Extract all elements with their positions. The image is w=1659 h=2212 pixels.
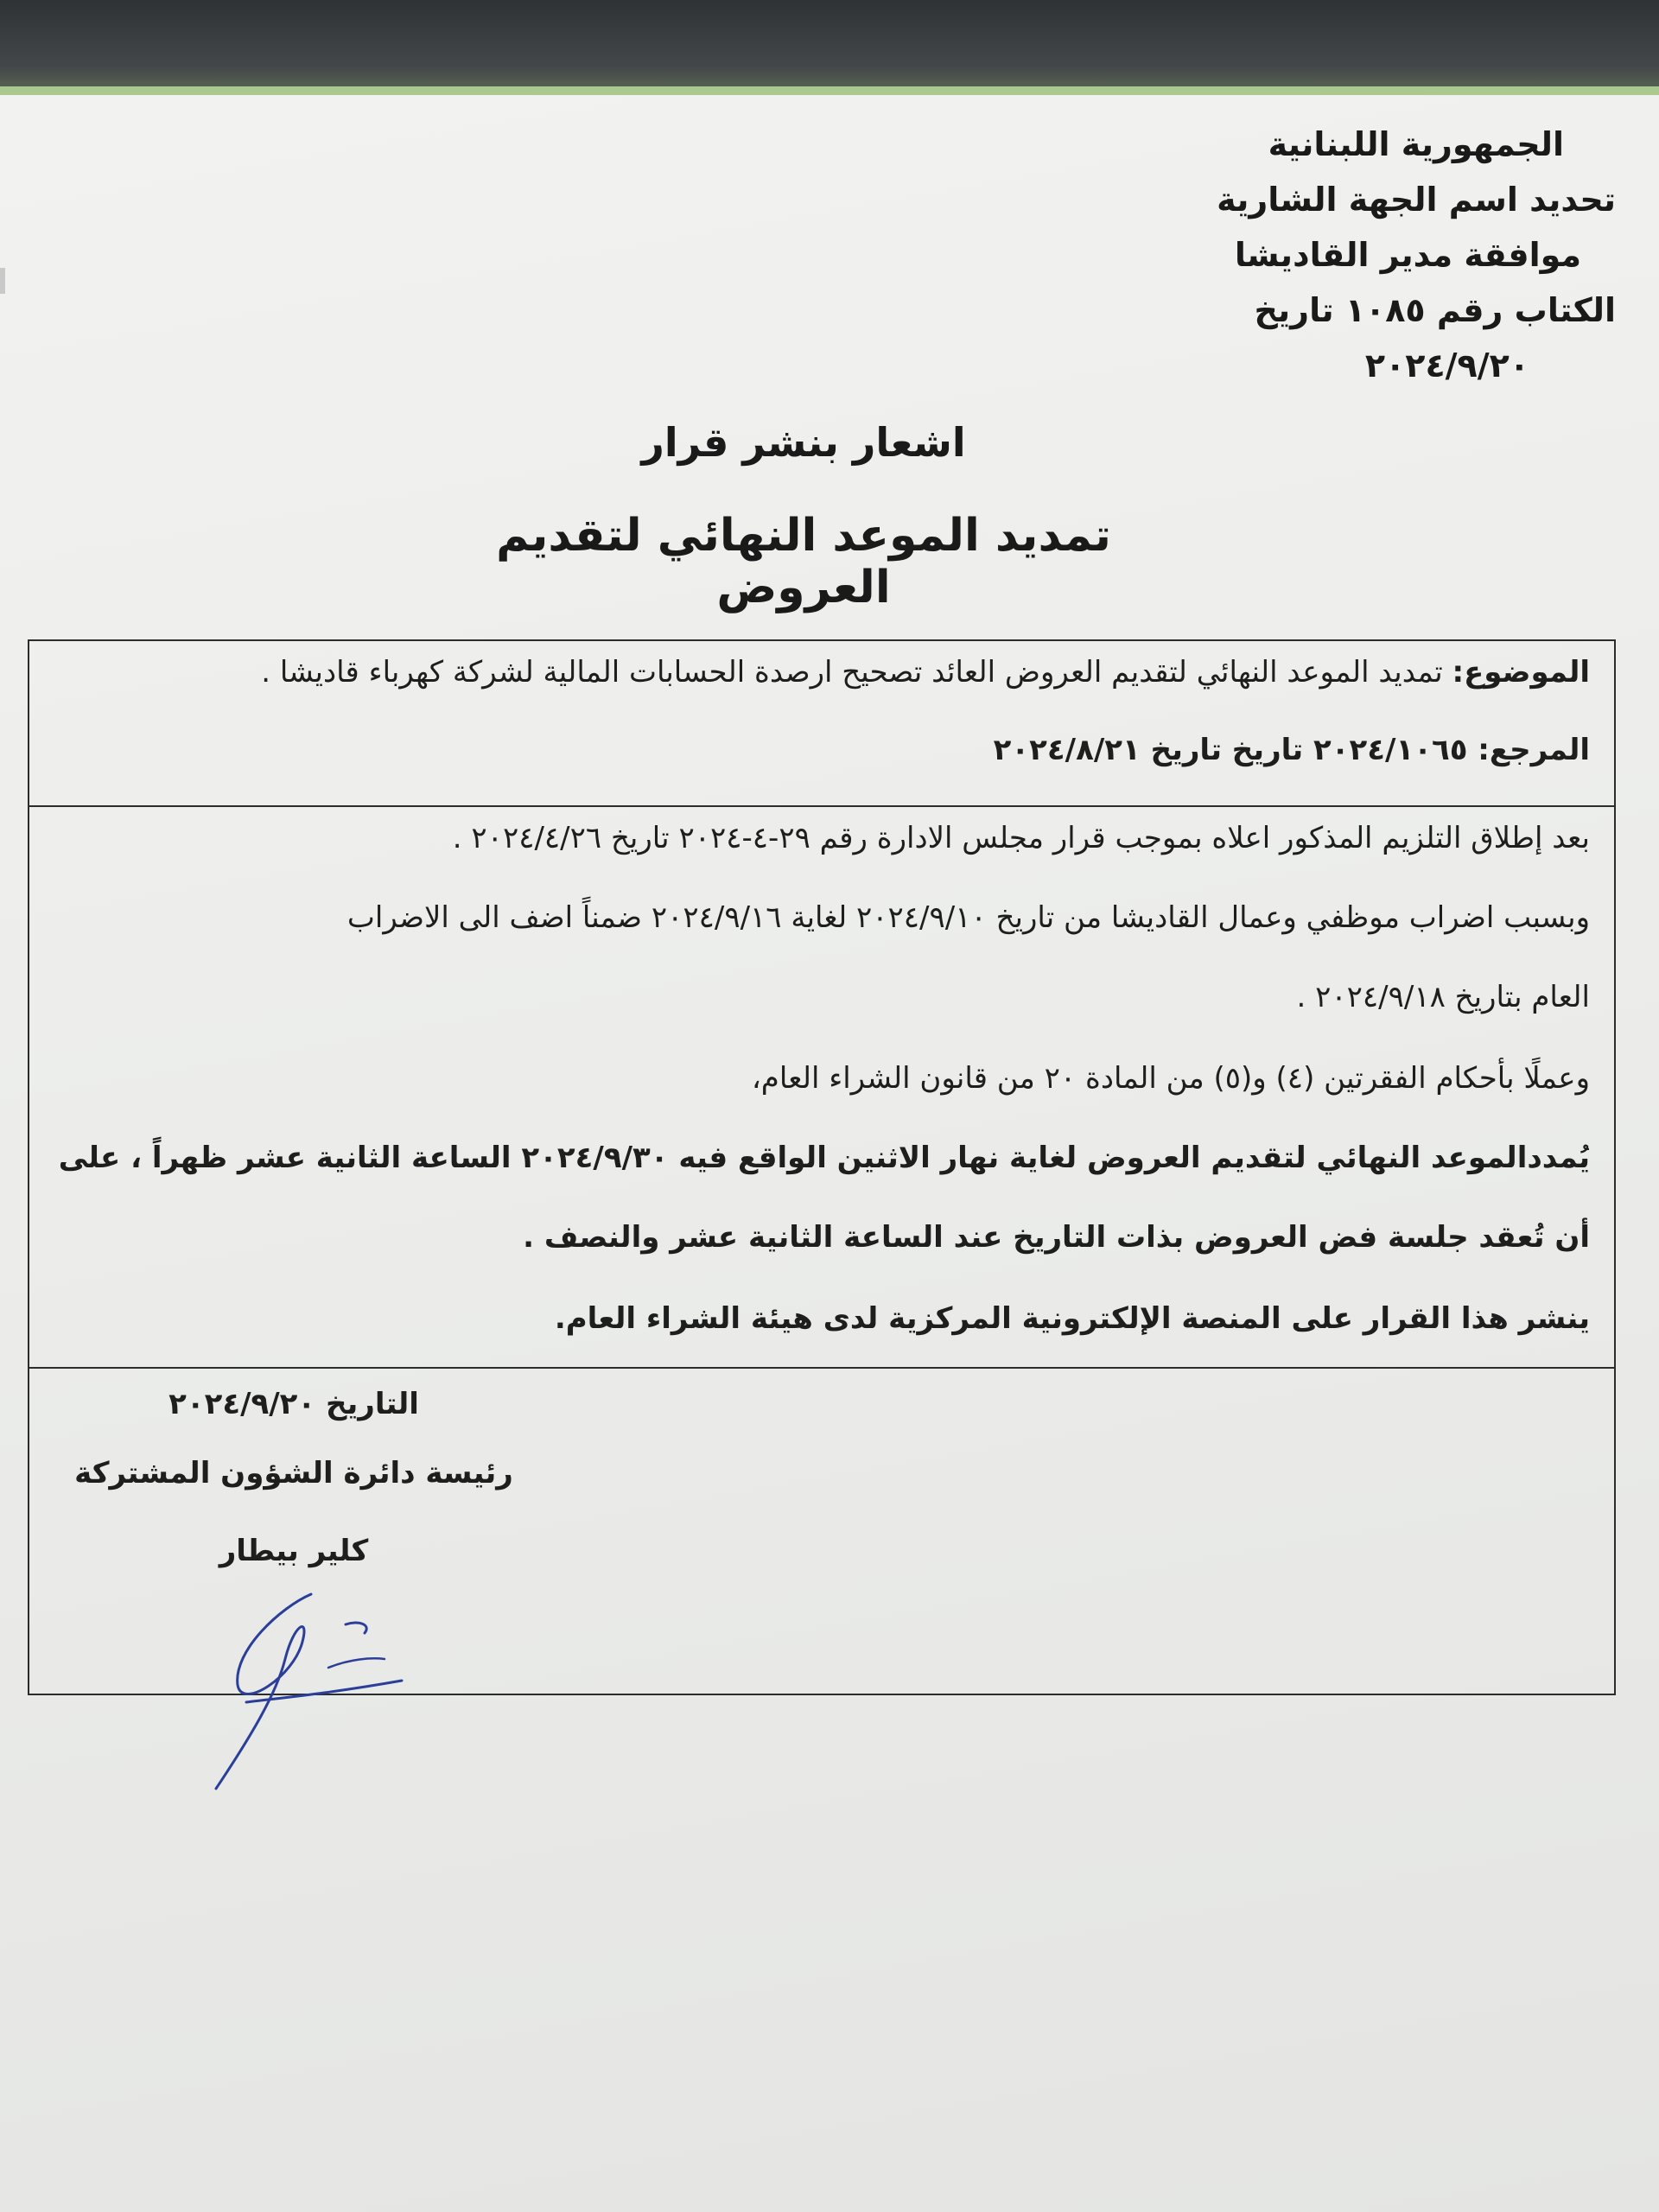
header-letter: الكتاب رقم ١٠٨٥ تاريخ [1254, 291, 1616, 329]
paragraph-extension: يُمددالموعد النهائي لتقديم العروض لغاية نهار الاثنين الواقع فيه ٢٠٢٤/٩/٣٠ الساعة الثانية عشر ظهراً ، على [58, 1141, 1590, 1175]
subject-line [52, 655, 1590, 690]
paragraph-launch: بعد إطلاق التلزيم المذكور اعلاه بموجب قرار مجلس الادارة رقم ٢٩-٤-٢٠٢٤ تاريخ ٢٠٢٤/٤/٢٦ . [452, 821, 1590, 855]
header-letter-date: ٢٠٢٤/٩/٢٠ [1364, 346, 1529, 385]
page-edge-mark [0, 268, 5, 294]
paragraph-strike-cont: العام بتاريخ ٢٠٢٤/٩/١٨ . [1296, 980, 1590, 1014]
subject-label: الموضوع: [1452, 655, 1590, 690]
reference-label: المرجع: [1478, 733, 1590, 767]
header-approval: موافقة مدير القاديشا [1234, 236, 1581, 274]
background-surface [0, 0, 1659, 95]
subject-text: تمديد الموعد النهائي لتقديم العروض العائد تصحيح ارصدة الحسابات المالية لشركة كهرباء قاديشا . [261, 655, 1443, 690]
signature-date: التاريخ ٢٠٢٤/٩/٢٠ [168, 1387, 419, 1421]
signatory-name: كلير بيطار [219, 1534, 369, 1568]
paragraph-strike: وبسبب اضراب موظفي وعمال القاديشا من تاريخ ٢٠٢٤/٩/١٠ لغاية ٢٠٢٤/٩/١٦ ضمناً اضف الى الاضراب [346, 900, 1590, 935]
notice-subtitle: تمديد الموعد النهائي لتقديم العروض [496, 510, 1111, 613]
signatory-title: رئيسة دائرة الشؤون المشتركة [74, 1456, 513, 1491]
paragraph-legal-basis: وعملًا بأحكام الفقرتين (٤) و(٥) من المادة ٢٠ من قانون الشراء العام، [751, 1061, 1590, 1096]
paragraph-publication: ينشر هذا القرار على المنصة الإلكترونية المركزية لدى هيئة الشراء العام. [554, 1301, 1590, 1336]
handwritten-signature [199, 1573, 423, 1797]
document-header [1132, 117, 1616, 393]
header-republic: الجمهورية اللبنانية [1268, 125, 1564, 163]
paragraph-opening-session: أن تُعقد جلسة فض العروض بذات التاريخ عند الساعة الثانية عشر والنصف . [523, 1220, 1590, 1255]
notice-title: اشعار بنشر قرار [641, 419, 966, 466]
reference-line [52, 733, 1590, 767]
header-entity: تحديد اسم الجهة الشارية [1217, 181, 1616, 219]
reference-text: ٢٠٢٤/١٠٦٥ تاريخ تاريخ ٢٠٢٤/٨/٢١ [993, 733, 1468, 767]
box-divider-bottom [28, 1367, 1616, 1369]
box-divider-top [28, 805, 1616, 807]
